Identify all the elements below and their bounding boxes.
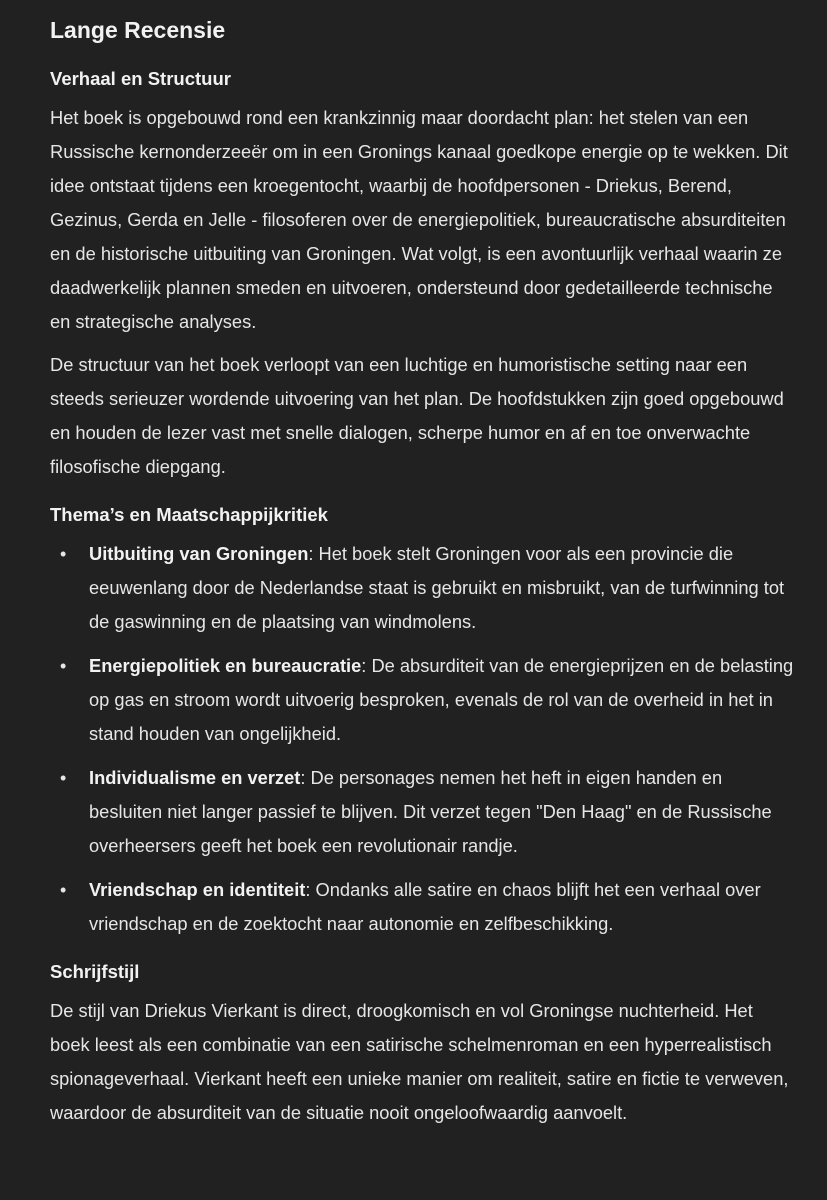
list-item-bold: Vriendschap en identiteit <box>89 879 306 900</box>
list-item <box>50 649 797 751</box>
list-item-text: : De personages nemen het heft in eigen handen en besluiten niet langer passief te blijven. Dit verzet tegen "Den Haag" en de Russische overheersers geeft het boek een revolutionair randje. <box>89 767 772 856</box>
style-paragraph: De stijl van Driekus Vierkant is direct, droogkomisch en vol Groningse nuchterheid. Het boek leest als een combinatie van een satirische schelmenroman en een hyperrealistisch spionageverhaal. Vierkant heeft een unieke manier om realiteit, satire en fictie te verweven, waardoor de absurditeit van de situatie nooit ongeloofwaardig aanvoelt. <box>50 1000 789 1123</box>
list-item <box>50 537 797 639</box>
list-item <box>50 873 797 941</box>
bullet-icon: • <box>60 544 67 564</box>
bullet-icon: • <box>60 880 67 900</box>
story-paragraph: De structuur van het boek verloopt van een luchtige en humoristische setting naar een steeds serieuzer wordende uitvoering van het plan. De hoofdstukken zijn goed opgebouwd en houden de lezer vast met snelle dialogen, scherpe humor en af en toe onverwachte filosofische diepgang. <box>50 354 784 477</box>
page-title: Lange Recensie <box>50 17 226 43</box>
section-heading-style: Schrijfstijl <box>50 961 140 982</box>
story-paragraph: Het boek is opgebouwd rond een krankzinnig maar doordacht plan: het stelen van een Russische kernonderzeeër om in een Gronings kanaal goedkope energie op te wekken. Dit idee ontstaat tijdens een kroegentocht, waarbij de hoofdpersonen - Driekus, Berend, Gezinus, Gerda en Jelle - filosoferen over de energiepolitiek, bureaucratische absurditeiten en de historische uitbuiting van Groningen. Wat volgt, is een avontuurlijk verhaal waarin ze daadwerkelijk plannen smeden en uitvoeren, ondersteund door gedetailleerde technische en strategische analyses. <box>50 107 788 332</box>
list-item <box>50 761 797 863</box>
bullet-icon: • <box>60 656 67 676</box>
list-item-text: : Het boek stelt Groningen voor als een provincie die eeuwenlang door de Nederlandse staat is gebruikt en misbruikt, van de turfwinning tot de gaswinning en de plaatsing van windmolens. <box>89 543 785 632</box>
list-item-bold: Uitbuiting van Groningen <box>89 543 309 564</box>
section-heading-themes: Thema’s en Maatschappijkritiek <box>50 504 328 525</box>
list-item-bold: Individualisme en verzet <box>89 767 301 788</box>
list-item-bold: Energiepolitiek en bureaucratie <box>89 655 362 676</box>
list-item-text: : De absurditeit van de energieprijzen en de belasting op gas en stroom wordt uitvoerig besproken, evenals de rol van de overheid in het in stand houden van ongelijkheid. <box>89 655 794 744</box>
list-item-text: : Ondanks alle satire en chaos blijft het een verhaal over vriendschap en de zoektocht naar autonomie en zelfbeschikking. <box>89 879 761 934</box>
bullet-icon: • <box>60 768 67 788</box>
themes-list <box>50 537 797 941</box>
section-heading-story: Verhaal en Structuur <box>50 68 231 89</box>
